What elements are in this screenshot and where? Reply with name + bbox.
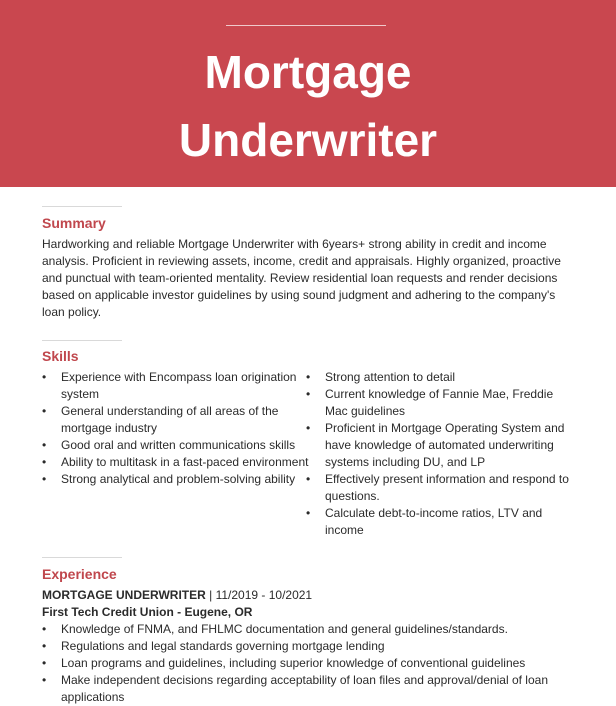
resume-header — [0, 0, 616, 187]
skill-item: • Good oral and written communications skills — [42, 437, 310, 454]
skills-left-column — [42, 369, 310, 488]
summary-heading: Summary — [42, 215, 106, 231]
skills-divider — [42, 340, 122, 341]
summary-text: Hardworking and reliable Mortgage Underwriter with 6years+ strong ability in credit and income analysis. Proficient in reviewing assets, income, credit and appraisals. Highly organized, proactive and punctual with team-oriented mentality. Review residential loan requests and render decisions based on applicable investor guidelines by using sound judgment and adhering to the company's loan policy. — [42, 237, 561, 319]
summary-divider — [42, 206, 122, 207]
experience-item: • Make independent decisions regarding acceptability of loan files and approval/denial of loan applications — [42, 672, 582, 706]
skill-item: • Proficient in Mortgage Operating System and have knowledge of automated underwriting systems including DU, and LP — [306, 420, 574, 471]
experience-heading: Experience — [42, 566, 117, 582]
header-divider — [226, 25, 386, 26]
skill-item: • General understanding of all areas of the mortgage industry — [42, 403, 310, 437]
skill-item: • Experience with Encompass loan origination system — [42, 369, 310, 403]
experience-item: • Regulations and legal standards governing mortgage lending — [42, 638, 582, 655]
name-line-2: Underwriter — [178, 114, 438, 166]
job-title-line — [42, 587, 312, 604]
skill-item: • Effectively present information and respond to questions. — [306, 471, 574, 505]
skill-item: • Strong analytical and problem-solving ability — [42, 471, 310, 488]
company-name: First Tech Credit Union - Eugene, OR — [42, 605, 253, 619]
job-dates: | 11/2019 - 10/2021 — [205, 588, 313, 602]
skills-right-column — [306, 369, 574, 539]
skill-item: • Current knowledge of Fannie Mae, Freddie Mac guidelines — [306, 386, 574, 420]
name-line-1: Mortgage — [204, 46, 412, 98]
skill-item: • Ability to multitask in a fast-paced environment — [42, 454, 310, 471]
skills-heading: Skills — [42, 348, 79, 364]
experience-divider — [42, 557, 122, 558]
experience-item: • Knowledge of FNMA, and FHLMC documentation and general guidelines/standards. — [42, 621, 582, 638]
skill-item: • Strong attention to detail — [306, 369, 574, 386]
skill-item: • Calculate debt-to-income ratios, LTV and income — [306, 505, 574, 539]
experience-item: • Loan programs and guidelines, including superior knowledge of conventional guidelines — [42, 655, 582, 672]
experience-bullets — [42, 621, 582, 706]
job-title: MORTGAGE UNDERWRITER — [42, 588, 206, 602]
